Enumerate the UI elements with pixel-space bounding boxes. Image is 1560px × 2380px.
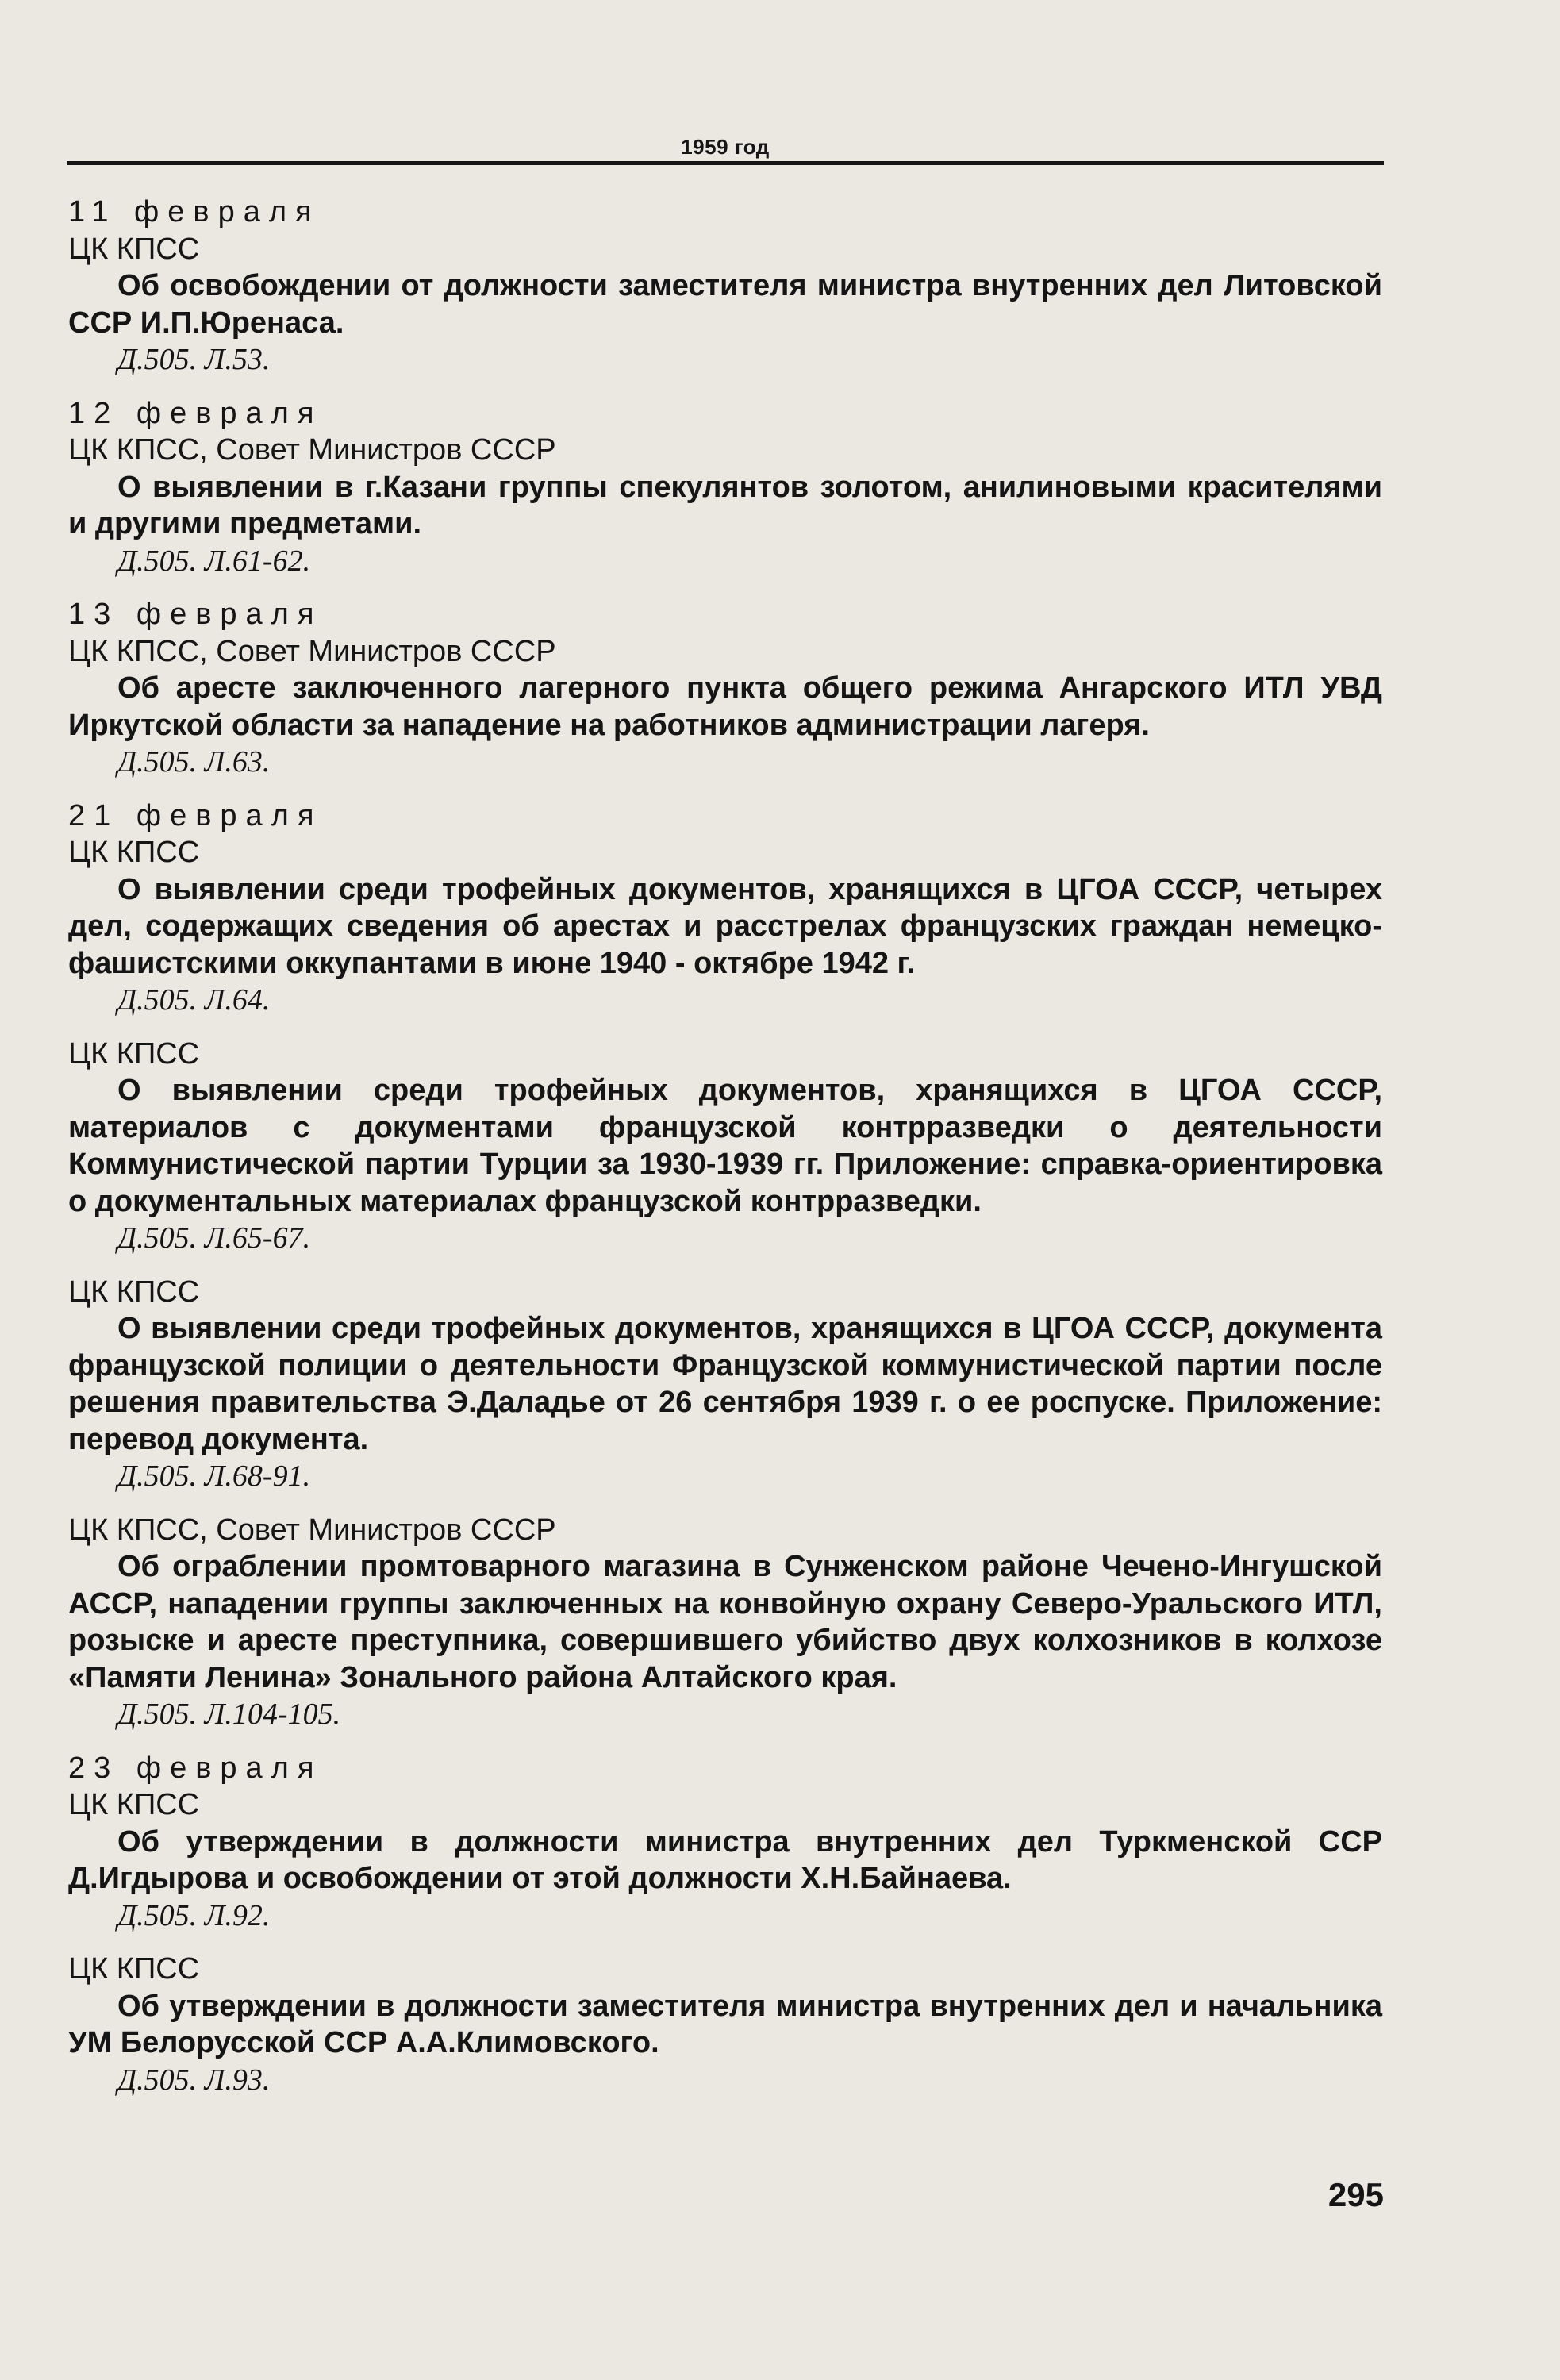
entry-archive-ref: Д.505. Л.92. [117, 1898, 271, 1932]
register-entry [68, 1036, 1382, 1257]
entry-archive-ref: Д.505. Л.53. [117, 343, 271, 376]
register-entry [68, 1750, 1382, 1935]
entry-addressee: ЦК КПСС [68, 1788, 200, 1821]
entry-text: О выявлении среди трофейных документов, хранящихся в ЦГОА СССР, четырех дел, содержащих сведения об арестах и расстрелах французских граждан немецко-фашистскими оккупантами в июне 1940 - октябре 1942 г. [68, 872, 1382, 980]
entry-archive-ref: Д.505. Л.93. [117, 2063, 271, 2097]
entry-addressee: ЦК КПСС [68, 1275, 200, 1309]
running-head: 1959 год [681, 135, 770, 159]
entry-date: 11 февраля [68, 195, 321, 229]
entry-text: О выявлении среди трофейных документов, хранящихся в ЦГОА СССР, материалов с документами французской контрразведки о деятельности Коммунистической партии Турции за 1930-1939 гг. Приложение: справка-ориентировка о документальных материалах французской контрразведки. [68, 1074, 1382, 1218]
entry-date: 12 февраля [68, 396, 323, 430]
entry-archive-ref: Д.505. Л.61-62. [117, 544, 311, 578]
entry-addressee: ЦК КПСС, Совет Министров СССР [68, 634, 556, 668]
entry-addressee: ЦК КПСС [68, 836, 200, 869]
entry-text: Об утверждении в должности министра внутренних дел Туркменской ССР Д.Игдырова и освобождении от этой должности Х.Н.Байнаева. [68, 1824, 1382, 1895]
entry-text: Об освобождении от должности заместителя министра внутренних дел Литовской ССР И.П.Юренаса. [68, 269, 1382, 340]
entry-archive-ref: Д.505. Л.63. [117, 745, 271, 779]
entry-text: О выявлении среди трофейных документов, хранящихся в ЦГОА СССР, документа французской полиции о деятельности Французской коммунистической партии после решения правительства Э.Даладье от 26 сентября 1939 г. о ее роспуске. Приложение: перевод документа. [68, 1312, 1382, 1456]
entry-archive-ref: Д.505. Л.65-67. [117, 1221, 311, 1255]
entry-date: 23 февраля [68, 1751, 323, 1785]
entry-text: Об ограблении промтоварного магазина в Сунженском районе Чечено-Ингушской АССР, нападении группы заключенных на конвойную охрану Северо-Уральского ИТЛ, розыске и аресте преступника, совершившего убийство двух колхозников в колхозе «Памяти Ленина» Зонального района Алтайского края. [68, 1550, 1382, 1694]
register-entry [68, 395, 1382, 580]
entry-text: Об утверждении в должности заместителя министра внутренних дел и начальника УМ Белорусской ССР А.А.Климовского. [68, 1989, 1382, 2059]
entry-archive-ref: Д.505. Л.68-91. [117, 1459, 311, 1493]
entry-addressee: ЦК КПСС, Совет Министров СССР [68, 1513, 556, 1547]
entry-date: 13 февраля [68, 598, 323, 631]
entries-list [68, 194, 1382, 2115]
entry-archive-ref: Д.505. Л.104-105. [117, 1698, 341, 1731]
register-entry [68, 194, 1382, 379]
register-entry [68, 798, 1382, 1019]
entry-addressee: ЦК КПСС [68, 232, 200, 266]
register-entry [68, 1512, 1382, 1733]
register-entry [68, 1951, 1382, 2098]
entry-addressee: ЦК КПСС [68, 1952, 200, 1986]
register-entry [68, 596, 1382, 781]
entry-text: Об аресте заключенного лагерного пункта общего режима Ангарского ИТЛ УВД Иркутской области за нападение на работников администрации лагеря. [68, 671, 1382, 742]
entry-addressee: ЦК КПСС, Совет Министров СССР [68, 433, 556, 467]
header-rule [67, 161, 1384, 165]
entry-text: О выявлении в г.Казани группы спекулянтов золотом, анилиновыми красителями и другими предметами. [68, 470, 1382, 540]
page-number: 295 [1328, 2176, 1384, 2213]
entry-date: 21 февраля [68, 798, 323, 832]
entry-archive-ref: Д.505. Л.64. [117, 983, 271, 1017]
entry-addressee: ЦК КПСС [68, 1036, 200, 1071]
register-entry [68, 1274, 1382, 1495]
